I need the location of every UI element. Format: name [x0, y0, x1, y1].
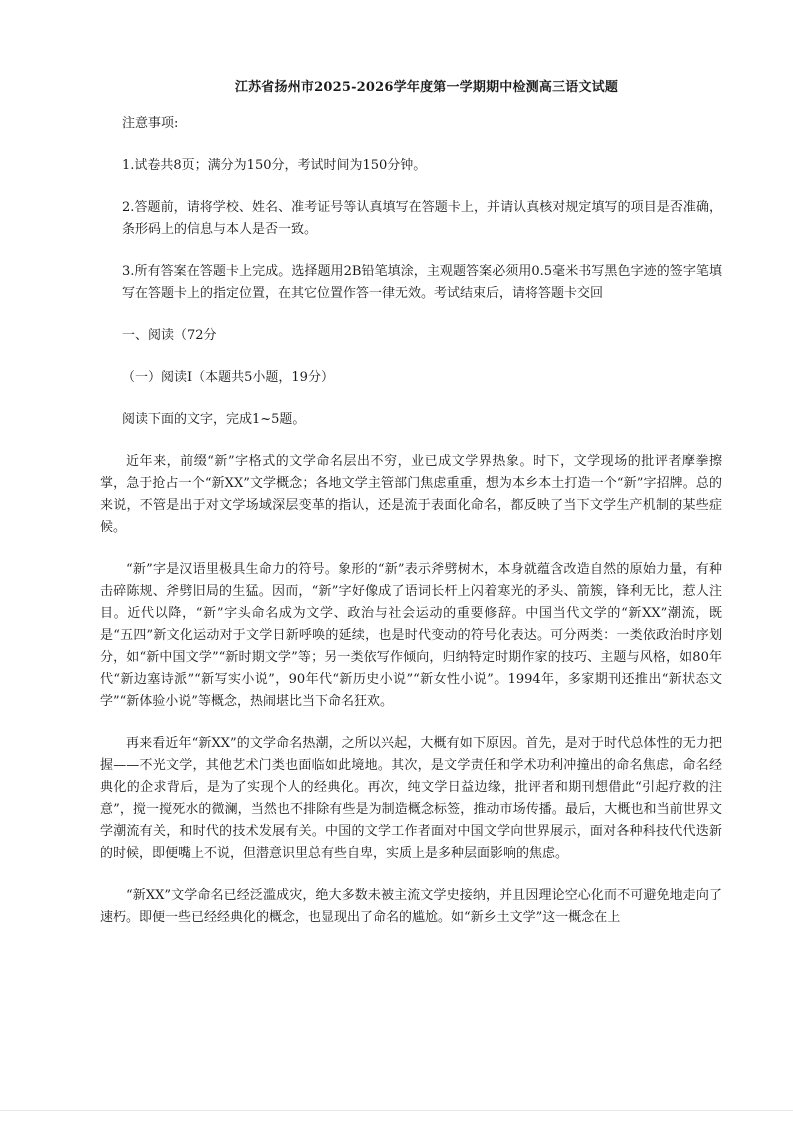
passage-paragraph-3: 再来看近年“新XX”的文学命名热潮，之所以兴起，大概有如下原因。首先，是对于时代总体性的无力把握——不光文学，其他艺术门类也面临如此境地。其次，是文学责任和学术功利冲撞出的命名焦虑，命名经典化的企求背后，是为了实现个人的经典化。再次，纯文学日益边缘，批评者和期刊想借此“引起疗救的注意”，搅一搅死水的微澜，当然也不排除有些是为制造概念标签，推动市场传播。最后，大概也和当前世界文学潮流有关，和时代的技术发展有关。中国的文学工作者面对中国文学向世界展示，面对各种科技代代迭新的时候，即便嘴上不说，但潜意识里总有些自卑，实质上是多种层面影响的焦虑。 — [100, 736, 722, 861]
passage-paragraph-4: “新XX”文学命名已经泛滥成灾，绝大多数未被主流文学史接纳，并且因理论空心化而不可避免地走向了速朽。即便一些已经经典化的概念，也显现出了命名的尴尬。如“新乡土文学”这一概念在上 — [100, 888, 722, 925]
section-heading: 一、阅读（72分 — [122, 328, 217, 343]
subsection-heading: （一）阅读I（本题共5小题，19分） — [122, 370, 334, 385]
notice-item-1: 1.试卷共8页；满分为150分，考试时间为150分钟。 — [122, 158, 427, 173]
passage-paragraph-2: “新”字是汉语里极具生命力的符号。象形的“新”表示斧劈树木，本身就蕴含改造自然的原始力量，有种击碎陈规、斧劈旧局的生猛。因而，“新”字好像成了语词长杆上闪着寒光的矛头、箭簇，锋利无比，惹人注目。近代以降，“新”字头命名成为文学、政治与社会运动的重要修辞。中国当代文学的“新XX”潮流，既是“五四”新文化运动对于文学日新呼唤的延续，也是时代变动的符号化表达。可分两类：一类依政治时序划分，如“新中国文学”“新时期文学”等；另一类依写作倾向，归纳特定时期作家的技巧、主题与风格，如80年代“新边塞诗派”“新写实小说”，90年代“新历史小说”“新女性小说”。1994年，多家期刊还推出“新状态文学”“新体验小说”等概念，热闹堪比当下命名狂欢。 — [100, 562, 722, 709]
passage-paragraph-1: 近年来，前缀“新”字格式的文学命名层出不穷，业已成文学界热象。时下，文学现场的批评者摩拳擦掌，急于抢占一个“新XX”文学概念；各地文学主管部门焦虑重重，想为本乡本土打造一个“新”字招牌。总的来说，不管是出于对文学场域深层变革的指认，还是流于表面化命名，都反映了当下文学生产机制的某些症候。 — [100, 454, 722, 535]
notice-item-2: 2.答题前，请将学校、姓名、准考证号等认真填写在答题卡上，并请认真核对规定填写的项目是否准确，条形码上的信息与本人是否一致。 — [122, 200, 722, 237]
notice-item-3: 3.所有答案在答题卡上完成。选择题用2B铅笔填涂，主观题答案必须用0.5毫米书写黑色字迹的签字笔填写在答题卡上的指定位置，在其它位置作答一律无效。考试结束后，请将答题卡交回 — [122, 264, 722, 301]
page-bottom-divider — [0, 1110, 793, 1111]
document-title: 江苏省扬州市2025-2026学年度第一学期期中检测高三语文试题 — [234, 80, 619, 95]
document-body — [100, 113, 722, 949]
reading-instruction: 阅读下面的文字，完成1~5题。 — [122, 412, 306, 427]
notice-heading: 注意事项: — [122, 116, 179, 131]
